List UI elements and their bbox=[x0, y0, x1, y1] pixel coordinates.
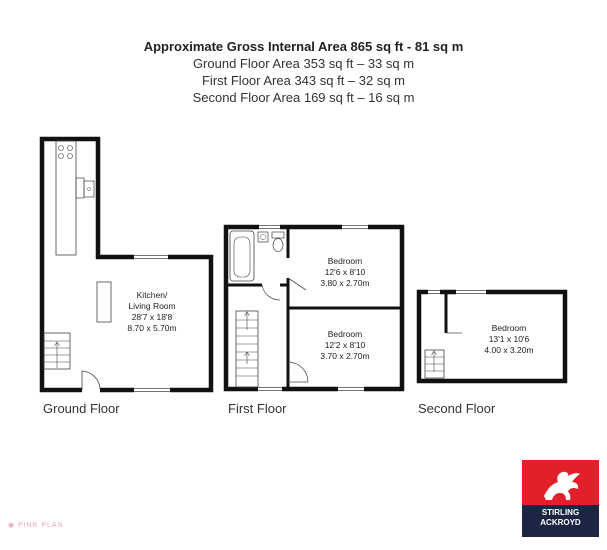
logo-text bbox=[522, 508, 599, 528]
bedroom3-metric: 4.00 x 3.20m bbox=[484, 345, 534, 355]
first-floor-area: First Floor Area 343 sq ft – 32 sq m bbox=[201, 73, 406, 88]
first-floor-plan bbox=[226, 226, 402, 391]
kitchen-metric: 8.70 x 5.70m bbox=[127, 323, 177, 333]
bedroom3-imperial: 13'1 x 10'6 bbox=[488, 334, 530, 344]
ground-floor-label: Ground Floor bbox=[43, 401, 120, 416]
second-floor-label: Second Floor bbox=[418, 401, 496, 416]
pink-plan-credit bbox=[8, 521, 64, 529]
ground-floor-plan bbox=[42, 139, 211, 392]
kitchen-imperial: 28'7 x 18'8 bbox=[131, 312, 173, 322]
bedroom1-name: Bedroom bbox=[327, 256, 363, 266]
total-area-title: Approximate Gross Internal Area 865 sq ft - 81 sq m bbox=[143, 39, 464, 54]
bedroom2-metric: 3.70 x 2.70m bbox=[320, 351, 370, 361]
kitchen-name: Kitchen/ bbox=[136, 290, 168, 300]
ground-floor-area: Ground Floor Area 353 sq ft – 33 sq m bbox=[192, 56, 415, 71]
bedroom3-name: Bedroom bbox=[491, 323, 527, 333]
bedroom2-name: Bedroom bbox=[327, 329, 363, 339]
pink-plan-icon: ◉ bbox=[8, 522, 16, 529]
bedroom1-imperial: 12'6 x 8'10 bbox=[324, 267, 366, 277]
bedroom1-metric: 3.80 x 2.70m bbox=[320, 278, 370, 288]
first-floor-label: First Floor bbox=[228, 401, 287, 416]
logo-line-2: ACKROYD bbox=[540, 518, 581, 527]
pink-plan-text: PINK PLAN bbox=[18, 522, 64, 529]
second-floor-area: Second Floor Area 169 sq ft – 16 sq m bbox=[192, 90, 415, 105]
bedroom2-imperial: 12'2 x 8'10 bbox=[324, 340, 366, 350]
logo-line-1: STIRLING bbox=[541, 508, 580, 517]
kitchen-name-2: Living Room bbox=[128, 301, 176, 311]
